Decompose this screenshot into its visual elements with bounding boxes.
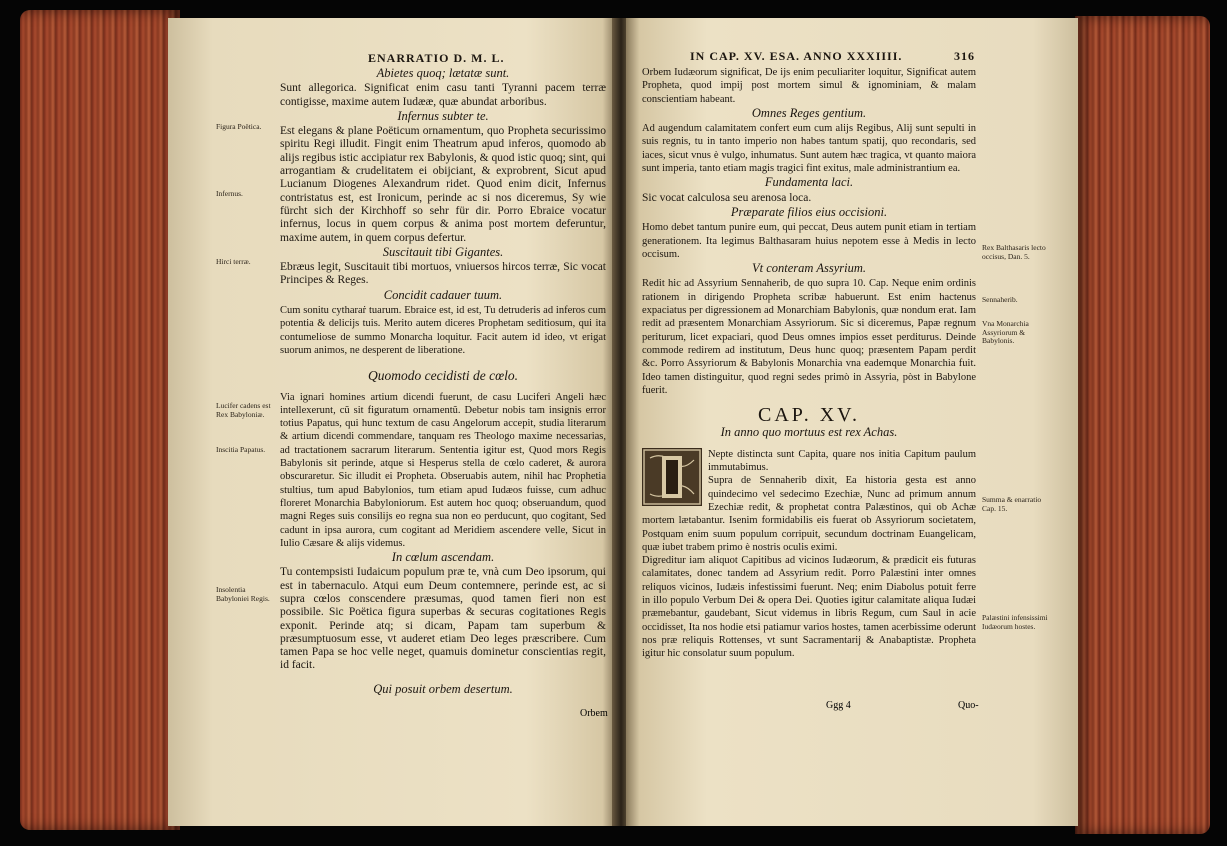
lemma: In cœlum ascendam. [391, 550, 495, 565]
margin-note: Rex Balthasaris lecto occisus, Dan. 5. [982, 243, 1046, 261]
lemma: Concidit cadauer tuum. [383, 287, 503, 302]
lemma: Infernus subter te. [397, 108, 489, 123]
signature-mark: Ggg 4 [826, 700, 851, 711]
lemma: Abietes quoq; lætatæ sunt. [376, 66, 510, 80]
margin-note: Inscitia Papatus. [216, 445, 266, 454]
paragraph: Homo debet tantum punire eum, qui peccat, Deus autem punit etiam in tertiam generationem. Ita legimus Balthasaram huius nepotem esse à Medis in lecto occisum. [642, 222, 976, 260]
margin-note: Hirci terræ. [216, 257, 251, 266]
margin-note: Figura Poëtica. [216, 122, 262, 131]
paragraph: Tu contempsisti Iudaicum populum præ te, vnà cum Deo ipsorum, qui est in tabernaculo. Atqui eum Deum contemnere, perinde est, ac si supra cœlos conscendere præsumas, quod tamen fieri non est possibile. Sic Poëtica figura superbas & securas cogitationes Regis exponit. Perinde atq; si dicam, Papam tam superbum & præsumptuosum esse, vt auderet etiam Deo leges præscribere. Cum tamen Papa se hoc velle neget, quamuis dominetur conscientias regit, id facit. [280, 566, 606, 672]
margin-note: Summa & enarratio Cap. 15. [982, 495, 1042, 513]
running-header: ENARRATIO D. M. L. [368, 51, 505, 65]
paragraph: Ad augendum calamitatem confert eum cum alijs Regibus, Alij sunt sepulti in suis regnis, tu in tanto imperio non habes tantum spatij, quo recondaris, sed iaces, sicut vnus è vulgo, inhumatus. Sunt autem hæc tragica, vt quanto maiora sunt imperia, tanto etiam magis tragici fint exitus, male administrantium ea. [642, 123, 976, 175]
paragraph: Cum sonitu cytharaṙ tuarum. Ebraice est, id est, Tu detruderis ad inferos cum potentia & delicijs tuis. Merito autem diceres Prophetam seditiosum, qui ita contumeliose de summo Monarcha loquitur. Facit autem id ideo, vt erigat suorum animos, ne desperent de liberatione. [280, 305, 606, 356]
margin-note: Lucifer cadens est Rex Babyloniæ. [216, 401, 271, 419]
margin-note: Palæstini infensissimi Iudæorum hostes. [982, 613, 1048, 631]
right-page [626, 18, 1078, 826]
paragraph: Orbem Iudæorum significat, De ijs enim peculiariter loquitur, Significat autem Propheta, quod impij post mortem simul & ignominiam, & malam conscientiam habeant. [642, 67, 976, 105]
paragraph: Sic vocat calculosa seu arenosa loca. [642, 191, 812, 204]
margin-note: Infernus. [216, 189, 243, 198]
paragraph: Digreditur iam aliquot Capitibus ad vicinos Iudæorum, & prædicit eis futuras calamitates, donec tandem ad Assyrium redit. Porro Palæstini inter omnes reliquos vicinos, Iudæis infestissimi fuerunt. Neq; enim Diabolus potuit ferre in illo populo Verbum Dei & opera Dei. Quoties igitur calamitate aliqua Iudæi præmebantur, gaudebant, Sicut videmus in libris Regum, cum Saul in acie occidisset, Ita nos hodie etsi patiamur varios hostes, tamen acerbissime oderunt nos præ reliquis Rottenses, vt sunt Sacramentarij & Anabaptistæ. Propheta igitur hic consolatur suum populum. [642, 555, 976, 660]
paragraph: Nepte distincta sunt Capita, quare nos initia Capitum paulum immutabimus. [708, 448, 976, 474]
lemma: Vt conteram Assyrium. [752, 261, 866, 276]
paragraph: Via ignari homines artium dicendi fuerunt, de casu Luciferi Angeli hæc intellexerunt, cũ sit figuratum ornamentũ. Debetur nobis tam insignis error totius Papatus, qui hunc textum de casu Angelorum accepit, studia literarum & artium dicendi commendare, tanquam res Theologo maxime necessarias, ad tractationem sacrarum literarum. Sententia igitur est, Quod mors Regis Babylonis sit perinde, atque si Hesperus stella de cœlo caderet, & aurora obscuraretur. Sic illudit ei Propheta. Obseruabis autem, nihil hac Prophetia stultius, tum apud Babylonios, tum etiam apud Iudæos fuisse, cum adhuc floreret Monarchia Babyloniorum. Est autem hoc quoq; obseruandum, quod magni Reges suis consilijs eo regna sua non eo perducunt, quo cogitant, Sed cadunt in ipsa aurora, cum cogitant ad Meridiem ascendere velle, Sicut in Iulio Cæsare & alijs videmus. [280, 391, 606, 549]
lemma: Omnes Reges gentium. [751, 105, 867, 120]
running-header: IN CAP. XV. ESA. ANNO XXXIIII. [690, 49, 903, 63]
paragraph: Supra de Sennaherib dixit, Ea historia gesta est anno quindecimo vel sedecimo Ezechiæ, Nunc ad primum annum Ezechiæ redit, & prophetat contra Palæstinos, qui ob Achæ mortem lætabantur. Isenim formidabilis eis fuerat ob Assyriorum societatem, Postquam enim suum populum corripuit, secundum doctrinam Euangelicam, quæ iubet trabem primo è nostris oculis eximi. [642, 475, 976, 553]
left-page [168, 18, 616, 826]
right-fore-edge [1075, 16, 1210, 834]
section-heading: Quomodo cecidisti de cœlo. [368, 368, 518, 384]
catchword: Orbem [580, 708, 608, 719]
decorated-initial-icon [642, 448, 702, 506]
lemma: Fundamenta laci. [764, 175, 854, 190]
paragraph: Est elegans & plane Poëticum ornamentum, quo Propheta securissimo spiritu Regi illudit. Fingit enim Theatrum apud inferos, quomodo ab alijs regibus istic accipiatur rex Babylonis, & quod istic quoq; sint, qui arrogantiam & crudelitatem ei obijciant, & exprobrent, Sicut apud Lucianum Diogenes Alexandrum ridet. Quod enim dicit, Infernus contristatus est, est Ironicum, perinde ac si nos diceremus, Sy wie fürcht sich der Kirchhoff so sehr für dir. Porro Ebraice vocatur infernus, locus in quem corpus & anima post mortem deferuntur, maxime autem, in quem corpus defertur. [280, 125, 606, 244]
margin-note: Vna Monarchia Assyriorum & Babylonis. [982, 319, 1029, 345]
left-text-block [280, 66, 606, 698]
left-fore-edge [20, 10, 180, 830]
lemma: Suscitauit tibi Gigantes. [382, 244, 504, 259]
lemma: Qui posuit orbem desertum. [373, 681, 513, 696]
margin-note: Insolentia Babyloniei Regis. [216, 585, 270, 603]
chapter-subtitle: In anno quo mortuus est rex Achas. [720, 425, 898, 440]
margin-note: Sennaherib. [982, 295, 1018, 304]
chapter-title: CAP. XV. [758, 404, 860, 427]
catchword: Quo- [958, 700, 979, 711]
paragraph: Sunt allegorica. Significat enim casu tanti Tyranni pacem terræ contigisse, maxime autem Iudææ, quæ abundat arboribus. [280, 82, 606, 108]
right-text-block [642, 66, 976, 660]
paragraph: Ebræus legit, Suscitauit tibi mortuos, vniuersos hircos terræ, Sic vocat Principes & Reges. [280, 261, 606, 287]
page-number: 316 [954, 49, 975, 63]
paragraph: Redit hic ad Assyrium Sennaherib, de quo supra 10. Cap. Neque enim ordinis rationem in dirigendo Propheta scribæ habuerunt. Est enim hactenus expaciatus per digressionem ad Monarchiam Babylonis, quæ nondum erat. Iam redit ad præsentem Monarchiam Assyriorum. Sic si diceremus, Papæ regnum periturum, licet expaciari, quod Deus omnes impios esset perditurus. Deinde commode redirem ad institutum, Deus hunc quoq; præsentem Papam perdit &c. Porro Assyriorum & Babylonis Monarchia vna eademque Monarchia fuit. Ideo tamen distinguitur, quod regni sedes primò in Assyria, pòst in Babylone fuerit. [642, 278, 976, 396]
lemma: Præparate filios eius occisioni. [730, 204, 888, 219]
